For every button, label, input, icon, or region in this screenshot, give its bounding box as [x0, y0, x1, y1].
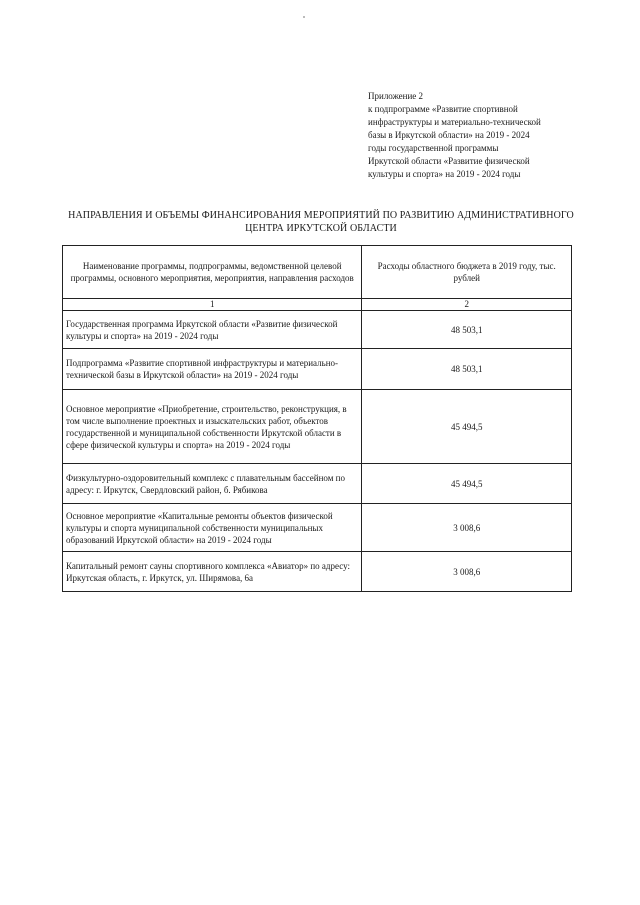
- row-name: Основное мероприятие «Приобретение, строительство, реконструкция, в том числе выполнение проектных и изыскательских работ, объектов государственной и муниципальной собственности Иркутской области в сфере физической культуры и спорта» на 2019 - 2024 годы: [63, 390, 362, 464]
- scan-speck: [303, 16, 305, 18]
- row-amount: 48 503,1: [362, 349, 572, 390]
- table-header-row: [63, 246, 572, 299]
- row-amount: 45 494,5: [362, 464, 572, 504]
- table-row: [63, 552, 572, 592]
- column-number-row: [63, 299, 572, 311]
- row-name: Государственная программа Иркутской области «Развитие физической культуры и спорта» на 2019 - 2024 годы: [63, 311, 362, 349]
- appendix-line: базы в Иркутской области» на 2019 - 2024: [368, 130, 530, 140]
- appendix-note: [368, 90, 568, 181]
- row-amount: 45 494,5: [362, 390, 572, 464]
- header-name-column: Наименование программы, подпрограммы, ведомственной целевой программы, основного мероприятия, мероприятия, направления расходов: [63, 246, 362, 299]
- appendix-line: инфраструктуры и материально-технической: [368, 117, 541, 127]
- financing-table: [62, 245, 572, 592]
- appendix-line: Приложение 2: [368, 91, 424, 101]
- document-title: [60, 209, 582, 235]
- column-number: 2: [362, 299, 572, 311]
- row-amount: 48 503,1: [362, 311, 572, 349]
- header-amount-column: Расходы областного бюджета в 2019 году, тыс. рублей: [362, 246, 572, 299]
- row-name: Основное мероприятие «Капитальные ремонты объектов физической культуры и спорта муниципальной собственности муниципальных образований Иркутской области» на 2019 - 2024 годы: [63, 504, 362, 552]
- row-amount: 3 008,6: [362, 504, 572, 552]
- title-line-2: ЦЕНТРА ИРКУТСКОЙ ОБЛАСТИ: [245, 223, 397, 234]
- title-line-1: НАПРАВЛЕНИЯ И ОБЪЕМЫ ФИНАНСИРОВАНИЯ МЕРОПРИЯТИЙ ПО РАЗВИТИЮ АДМИНИСТРАТИВНОГО: [68, 210, 574, 221]
- appendix-line: Иркутской области «Развитие физической: [368, 156, 530, 166]
- row-amount: 3 008,6: [362, 552, 572, 592]
- appendix-line: годы государственной программы: [368, 143, 499, 153]
- row-name: Подпрограмма «Развитие спортивной инфраструктуры и материально-технической базы в Иркутской области» на 2019 - 2024 годы: [63, 349, 362, 390]
- table-row: [63, 504, 572, 552]
- table-row: [63, 390, 572, 464]
- table-row: [63, 464, 572, 504]
- appendix-line: к подпрограмме «Развитие спортивной: [368, 104, 518, 114]
- appendix-line: культуры и спорта» на 2019 - 2024 годы: [368, 169, 521, 179]
- table-row: [63, 311, 572, 349]
- table-row: [63, 349, 572, 390]
- row-name: Капитальный ремонт сауны спортивного комплекса «Авиатор» по адресу: Иркутская область, г. Иркутск, ул. Ширямова, 6а: [63, 552, 362, 592]
- column-number: 1: [63, 299, 362, 311]
- row-name: Физкультурно-оздоровительный комплекс с плавательным бассейном по адресу: г. Иркутск, Свердловский район, б. Рябикова: [63, 464, 362, 504]
